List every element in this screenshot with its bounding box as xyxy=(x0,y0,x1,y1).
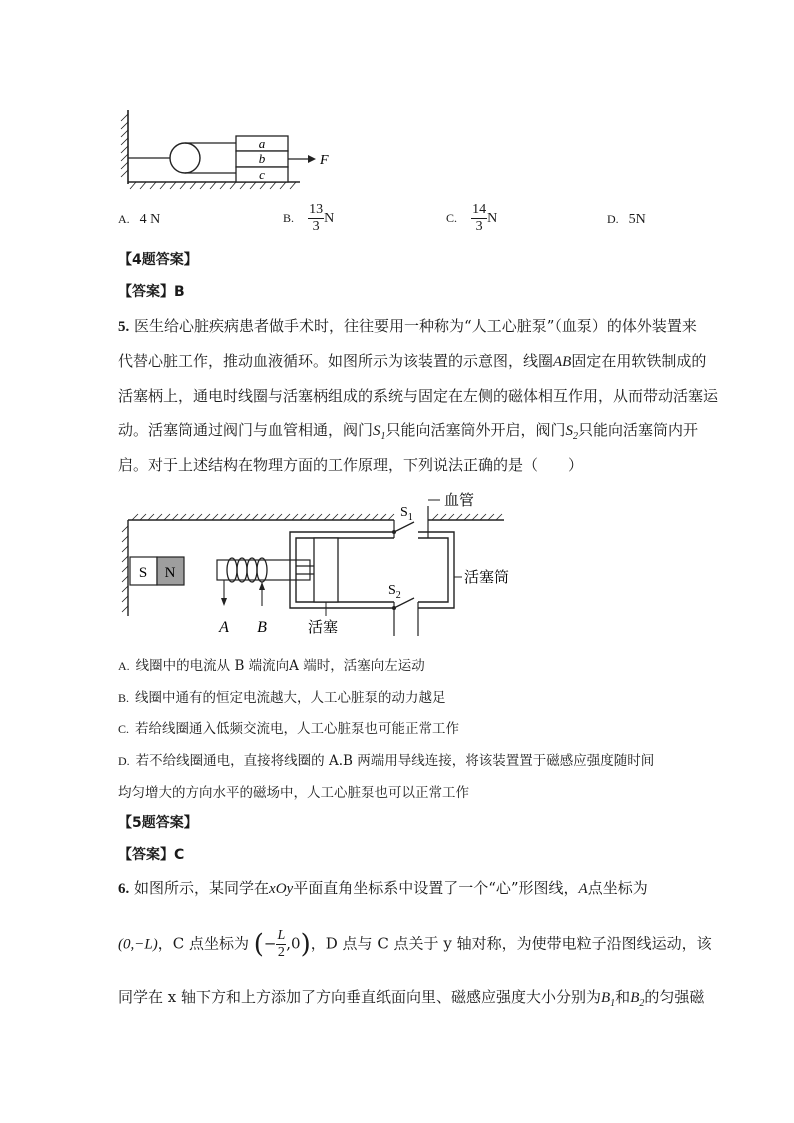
coil-end-a: A xyxy=(219,619,229,636)
q5-line-2: 代替心脏工作，推动血液循环。如图所示为该装置的示意图，线圈AB固定在用软铁制成的 xyxy=(118,352,707,370)
q4-option-b: B. $\frac{13}{3}$ N xyxy=(283,202,335,234)
q4-answer: 【答案】B xyxy=(118,284,185,300)
q6-line-2: (0,−L)，C 点坐标为 (− $\frac{L}{2}$ ,0)，D 点与 C 点关于 y 轴对称，为使带电粒子沿图线运动，该 xyxy=(118,928,712,960)
q4-option-c: C. $\frac{14}{3}$ N xyxy=(446,202,498,234)
q5-line-4: 动。活塞筒通过阀门与血管相通，阀门$S_1$只能向活塞筒外开启，阀门$S_2$只能向活塞筒内开 xyxy=(118,421,699,442)
fraction: $\frac{L}{2}$ xyxy=(277,928,286,960)
q4-option-a: A. 4 N xyxy=(118,212,161,227)
q5-line-3: 活塞柄上，通电时线圈与活塞柄组成的系统与固定在左侧的磁体相互作用，从而带动活塞运 xyxy=(118,387,719,405)
q5-answer-header: 【5题答案】 xyxy=(118,815,198,831)
q5-option-d: D. 若不给线圈通电，直接将线圈的 A.B 两端用导线连接，将该装置置于磁感应强度随时间 xyxy=(118,753,655,769)
q5-option-d-cont: 均匀增大的方向水平的磁场中，人工心脏泵也可以正常工作 xyxy=(118,785,469,801)
magnet-n-label: N xyxy=(164,565,176,581)
q5-option-a: A. 线圈中的电流从 B 端流向A 端时，活塞向左运动 xyxy=(118,658,425,674)
q5-option-c: C. 若给线圈通入低频交流电，人工心脏泵也可能正常工作 xyxy=(118,721,460,737)
q5-option-b: B. 线圈中通有的恒定电流越大，人工心脏泵的动力越足 xyxy=(118,690,446,706)
piston-label: 活塞 xyxy=(308,620,339,636)
force-arrowhead-icon xyxy=(308,155,316,163)
cylinder-label: 活塞筒 xyxy=(464,570,510,586)
q5-line-1: 5. 医生给心脏疾病患者做手术时，往往要用一种称为“人工心脏泵”（血泵）的体外装置来 xyxy=(118,317,697,335)
fraction: $\frac{13}{3}$ xyxy=(309,202,324,234)
block-a-label: a xyxy=(258,136,266,151)
pulley xyxy=(170,143,200,173)
vessel-label: 血管 xyxy=(444,493,475,509)
magnet-s-label: S xyxy=(138,565,148,581)
q5-line-5: 启。对于上述结构在物理方面的工作原理，下列说法正确的是（ ） xyxy=(118,456,584,474)
q6-line-1: 6. 如图所示，某同学在xOy平面直角坐标系中设置了一个“心”形图线，A点坐标为 xyxy=(118,879,648,897)
piston xyxy=(314,538,338,602)
q6-line-3: 同学在 x 轴下方和上方添加了方向垂直纸面向里、磁感应强度大小分别为$B_1$和$B_2$的匀强磁 xyxy=(118,988,705,1009)
heart-pump-figure xyxy=(118,486,538,638)
q4-answer-header: 【4题答案】 xyxy=(118,252,198,268)
valve-s1-label: $S_1$ xyxy=(400,505,413,523)
q5-answer: 【答案】C xyxy=(118,847,185,863)
block-b-label: b xyxy=(258,151,266,166)
q4-option-d: D. 5N xyxy=(607,212,646,227)
pulley-blocks-figure xyxy=(118,104,348,194)
fraction: $\frac{14}{3}$ xyxy=(472,202,487,234)
block-c-label: c xyxy=(259,167,265,182)
force-label: F xyxy=(320,153,329,168)
valve-s2-label: $S_2$ xyxy=(388,583,401,601)
coil-end-b: B xyxy=(257,619,267,636)
